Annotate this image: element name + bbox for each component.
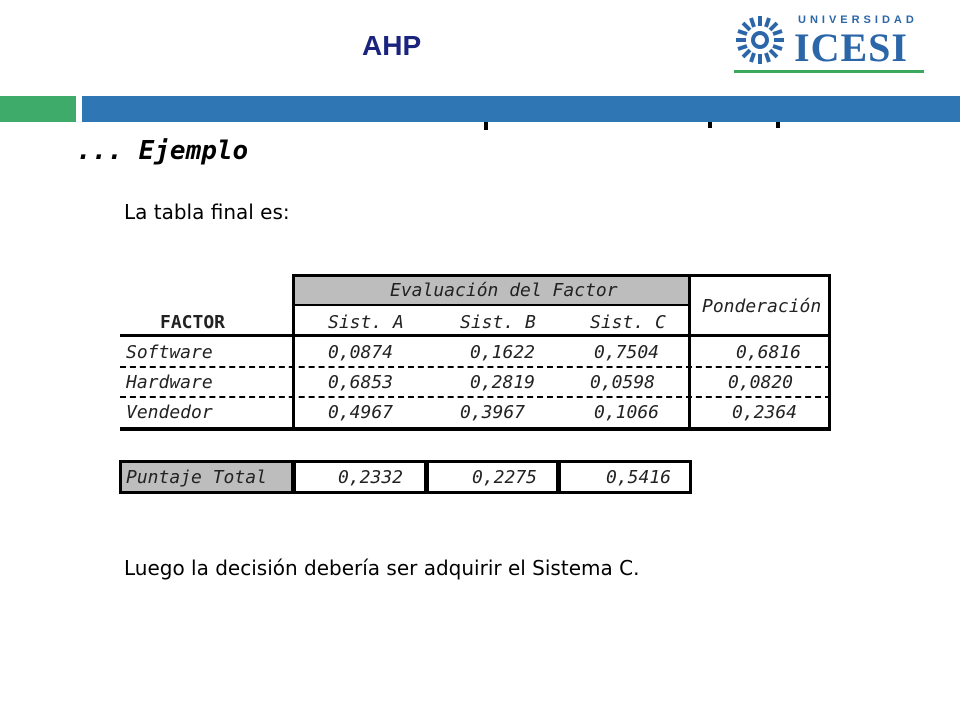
row-factor: Vendedor xyxy=(126,402,213,423)
row-value: 0,4967 xyxy=(328,402,394,423)
cropped-text-fragment xyxy=(708,122,712,128)
row-value: 0,3967 xyxy=(460,402,526,423)
table-border xyxy=(292,274,831,277)
row-value: 0,1066 xyxy=(594,402,660,423)
row-value: 0,1622 xyxy=(470,342,536,363)
icesi-logo xyxy=(734,12,926,76)
logo-icesi-text: ICESI xyxy=(794,25,908,70)
table-border xyxy=(292,304,690,306)
sun-emblem-icon xyxy=(734,14,786,66)
logo-university-text: UNIVERSIDAD xyxy=(798,14,918,26)
total-value-a: 0,2332 xyxy=(338,467,404,488)
logo-underline xyxy=(734,70,924,73)
total-border xyxy=(291,460,296,494)
table-border xyxy=(292,274,295,431)
conclusion-text: Luego la decisión debería ser adquirir el Sistema C. xyxy=(124,556,640,580)
slide-title: AHP xyxy=(362,30,422,61)
total-value-c: 0,5416 xyxy=(606,467,672,488)
intro-text: La tabla final es: xyxy=(124,200,290,224)
row-value: 0,6853 xyxy=(328,372,394,393)
example-heading: ... Ejemplo xyxy=(76,136,249,166)
header-bar-green xyxy=(0,96,76,122)
table-border xyxy=(120,334,831,337)
table-border xyxy=(828,274,831,431)
row-value: 0,7504 xyxy=(594,342,660,363)
row-ponderacion: 0,0820 xyxy=(728,372,794,393)
row-value: 0,0874 xyxy=(328,342,394,363)
table-border xyxy=(688,274,691,431)
row-divider xyxy=(120,366,831,368)
row-ponderacion: 0,2364 xyxy=(732,402,798,423)
total-border xyxy=(424,460,429,494)
total-border xyxy=(119,491,692,494)
total-value-b: 0,2275 xyxy=(472,467,538,488)
group-header-label: Evaluación del Factor xyxy=(390,280,618,301)
row-factor: Software xyxy=(126,342,213,363)
cropped-text-fragment xyxy=(776,122,780,128)
total-border xyxy=(119,460,692,463)
row-value: 0,2819 xyxy=(470,372,536,393)
total-label: Puntaje Total xyxy=(126,467,267,488)
row-factor: Hardware xyxy=(126,372,213,393)
header-bar-blue xyxy=(82,96,960,122)
row-value: 0,0598 xyxy=(590,372,656,393)
table-border xyxy=(120,427,831,431)
total-border xyxy=(689,460,692,494)
column-header-sist-c: Sist. C xyxy=(590,312,666,333)
total-border xyxy=(556,460,561,494)
column-header-sist-b: Sist. B xyxy=(460,312,536,333)
cropped-text-fragment xyxy=(484,122,488,130)
row-ponderacion: 0,6816 xyxy=(736,342,802,363)
column-header-sist-a: Sist. A xyxy=(328,312,404,333)
row-divider xyxy=(120,396,831,398)
total-border xyxy=(119,460,122,494)
ponderacion-header: Ponderación xyxy=(702,296,822,317)
factor-header: FACTOR xyxy=(160,312,226,333)
